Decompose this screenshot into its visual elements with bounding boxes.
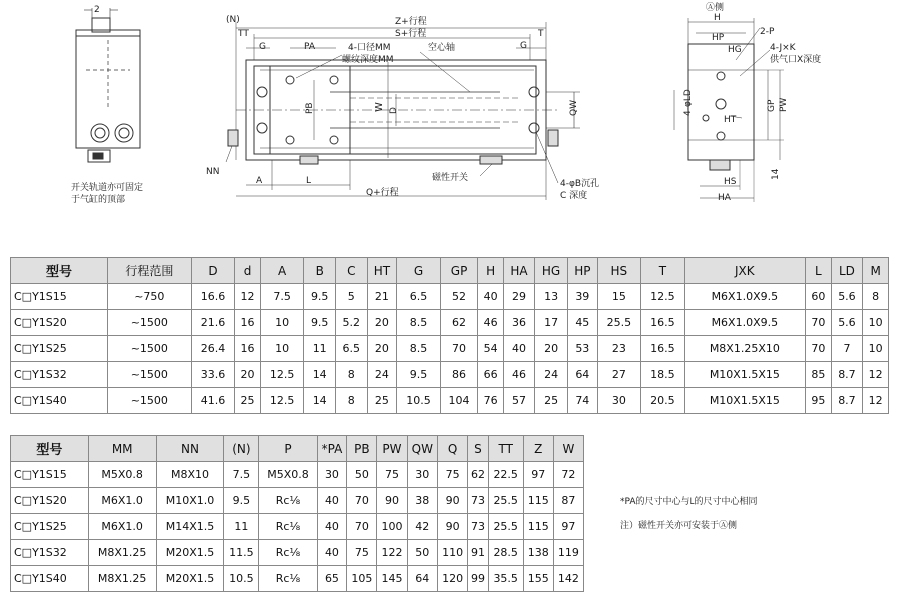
table2-header-row [11,436,584,462]
table-cell: 50 [407,540,438,566]
model-cell: C□Y1S40 [11,388,108,414]
label-jxk: 4-J×K [770,43,796,53]
table-cell: 122 [377,540,407,566]
table1-header-cell: d [235,258,261,284]
table-cell: 5.6 [831,310,863,336]
label-2p: 2-P [760,27,775,37]
table-cell: 25.5 [488,514,523,540]
table-row [11,388,889,414]
table-cell: 36 [503,310,534,336]
table-cell: 75 [377,462,407,488]
table-cell: 25 [535,388,568,414]
table-row [11,514,584,540]
table-cell: 20 [535,336,568,362]
label-supply-depth: 供气口X深度 [770,55,822,65]
table-row [11,362,889,388]
table-cell: 8.7 [831,388,863,414]
label-hs: HS [724,177,737,187]
table-cell: 12.5 [260,362,304,388]
label-hollow-shaft: 空心轴 [428,43,456,53]
table-cell: 50 [347,462,377,488]
left-caption-line2: 于气缸的顶部 [71,195,126,205]
label-hg: HG [728,45,742,55]
table1-header-cell: HP [568,258,597,284]
table2-header-cell: PB [347,436,377,462]
table-cell: 119 [553,540,583,566]
table-cell: 90 [377,488,407,514]
table-cell: 11 [224,514,259,540]
table-cell: 25 [367,388,397,414]
table-cell: 6.5 [335,336,367,362]
table1-header-cell: HA [503,258,534,284]
table-cell: 64 [407,566,438,592]
table-cell: 14 [304,362,336,388]
model-cell: C□Y1S20 [11,488,89,514]
table-cell: 30 [597,388,641,414]
label-gp: GP [767,99,777,112]
table-cell: 74 [568,388,597,414]
table-cell: M6X1.0 [88,514,156,540]
left-caption-line1: 开关轨道亦可固定 [71,183,144,193]
table-cell: 70 [347,514,377,540]
label-mag-switch: 磁性开关 [432,173,469,183]
label-h: H [714,13,721,23]
table-row [11,336,889,362]
table-cell: 115 [523,488,553,514]
table1-header-cell: A [260,258,304,284]
table-cell: 87 [553,488,583,514]
table-cell: M6X1.0X9.5 [684,310,805,336]
table2-header-cell: *PA [317,436,347,462]
table2-header-cell: NN [156,436,224,462]
table-cell: 40 [503,336,534,362]
table1-header-cell: C [335,258,367,284]
table-cell: 12 [863,362,889,388]
table2-body [11,462,584,592]
label-d: D [389,107,399,114]
table1-header-cell: 行程范围 [107,258,191,284]
table2-header-cell: QW [407,436,438,462]
table-row [11,540,584,566]
left-dim-2: 2 [94,5,100,15]
table-cell: 75 [438,462,468,488]
table-cell: 11 [304,336,336,362]
table-cell: 20 [367,336,397,362]
table-cell: 86 [440,362,478,388]
label-mm-hole: 4-口径MM [348,43,391,53]
table-cell: 6.5 [397,284,441,310]
table-cell: 38 [407,488,438,514]
table-cell: 29 [503,284,534,310]
table-cell: 9.5 [304,284,336,310]
table-cell: M20X1.5 [156,540,224,566]
table-cell: ~1500 [107,310,191,336]
table1-header-cell: H [478,258,504,284]
label-n: (N) [226,15,240,25]
table-cell: 115 [523,514,553,540]
table-cell: 21 [367,284,397,310]
table-cell: 10.5 [397,388,441,414]
table-cell: 62 [468,462,489,488]
table1-header-cell: JXK [684,258,805,284]
table-cell: M8X1.25X10 [684,336,805,362]
table2-header-cell: Z [523,436,553,462]
table-cell: 16.5 [641,336,685,362]
table1-header-row [11,258,889,284]
table-cell: 5.2 [335,310,367,336]
table-cell: M5X0.8 [259,462,317,488]
table-cell: 73 [468,488,489,514]
table-row [11,462,584,488]
table-cell: Rc⅛ [259,514,317,540]
table-cell: 17 [535,310,568,336]
table-cell: ~750 [107,284,191,310]
table-cell: 23 [597,336,641,362]
label-l: L [306,176,312,186]
table1-header-cell: L [806,258,832,284]
table-cell: 46 [503,362,534,388]
note-pa-center: *PA的尺寸中心与L的尺寸中心相同 [620,497,758,507]
table-cell: 142 [553,566,583,592]
table-cell: 8 [863,284,889,310]
table-cell: 24 [367,362,397,388]
label-g-left: G [259,42,266,52]
table-cell: M8X1.25 [88,540,156,566]
table-cell: 33.6 [191,362,235,388]
table-cell: 8.5 [397,310,441,336]
table-cell: Rc⅛ [259,488,317,514]
table2-header-cell: P [259,436,317,462]
label-ht: HT [724,115,737,125]
table-cell: 20 [235,362,261,388]
table-cell: 53 [568,336,597,362]
label-pb: PB [305,102,315,114]
table-row [11,284,889,310]
table-cell: 7.5 [224,462,259,488]
table-cell: 73 [468,514,489,540]
table-cell: 46 [478,310,504,336]
table-cell: 70 [806,310,832,336]
table-cell: 18.5 [641,362,685,388]
label-qw: QW [569,100,579,116]
table-cell: 60 [806,284,832,310]
left-end-view [76,8,140,162]
model-cell: C□Y1S40 [11,566,89,592]
note-switch-side: 注）磁性开关亦可安装于Ⓐ侧 [620,521,738,531]
label-ha: HA [718,193,731,203]
table-cell: 8.5 [397,336,441,362]
table-cell: ~1500 [107,362,191,388]
table-cell: 75 [347,540,377,566]
table-cell: 120 [438,566,468,592]
table-cell: 22.5 [488,462,523,488]
table-cell: 5.6 [831,284,863,310]
label-pa: PA [304,42,316,52]
table-cell: ~1500 [107,388,191,414]
table-cell: 104 [440,388,478,414]
table-cell: 64 [568,362,597,388]
table-cell: 26.4 [191,336,235,362]
table-cell: M14X1.5 [156,514,224,540]
table-cell: 24 [535,362,568,388]
table-cell: 10.5 [224,566,259,592]
table-cell: 52 [440,284,478,310]
table-cell: 7.5 [260,284,304,310]
table-cell: 25 [235,388,261,414]
table-row [11,488,584,514]
table-cell: 16 [235,336,261,362]
table-cell: M5X0.8 [88,462,156,488]
table-cell: 72 [553,462,583,488]
table-cell: 66 [478,362,504,388]
table-cell: 25.5 [597,310,641,336]
table-cell: 54 [478,336,504,362]
table-cell: 12.5 [260,388,304,414]
table-cell: 9.5 [304,310,336,336]
table-cell: M10X1.5X15 [684,362,805,388]
label-pw: PW [779,97,789,112]
table-cell: 12.5 [641,284,685,310]
table-cell: 13 [535,284,568,310]
table-cell: 57 [503,388,534,414]
table-cell: 7 [831,336,863,362]
table1-header-cell: GP [440,258,478,284]
table-cell: M6X1.0X9.5 [684,284,805,310]
table-cell: 97 [523,462,553,488]
table-cell: M10X1.5X15 [684,388,805,414]
table-cell: 40 [317,540,347,566]
table-cell: 100 [377,514,407,540]
table-cell: 27 [597,362,641,388]
table-cell: 99 [468,566,489,592]
technical-drawing [0,0,907,250]
table-cell: 12 [863,388,889,414]
table-row [11,310,889,336]
table-cell: 70 [806,336,832,362]
label-thread-depth: 螺纹深度MM [342,55,394,65]
table-cell: 15 [597,284,641,310]
label-ld: 4-φLD [683,89,693,116]
model-cell: C□Y1S32 [11,362,108,388]
table1-header-cell: T [641,258,685,284]
table2-header-cell: MM [88,436,156,462]
table-cell: 40 [478,284,504,310]
table1-header-cell: LD [831,258,863,284]
table-cell: 14 [304,388,336,414]
model-cell: C□Y1S20 [11,310,108,336]
table-cell: M8X10 [156,462,224,488]
model-cell: C□Y1S25 [11,514,89,540]
table1-header-cell: 型号 [11,258,108,284]
label-14: 14 [771,168,781,180]
table1-header-cell: HG [535,258,568,284]
label-a: A [256,176,263,186]
table-cell: 9.5 [224,488,259,514]
table-cell: 42 [407,514,438,540]
table-cell: 20.5 [641,388,685,414]
table-cell: 10 [863,336,889,362]
table-cell: 145 [377,566,407,592]
table-cell: 10 [260,310,304,336]
table-cell: 10 [260,336,304,362]
table2-header-cell: S [468,436,489,462]
table2-header-cell: 型号 [11,436,89,462]
label-nn: NN [206,167,220,177]
table1-header-cell: M [863,258,889,284]
table-cell: 76 [478,388,504,414]
table-cell: 28.5 [488,540,523,566]
table-cell: 12 [235,284,261,310]
label-q-stroke: Q+行程 [366,188,399,198]
label-t: T [538,29,544,39]
table-cell: 90 [438,488,468,514]
table-cell: M10X1.0 [156,488,224,514]
table-cell: 39 [568,284,597,310]
table-cell: 95 [806,388,832,414]
label-w: W [374,102,385,112]
table-cell: 11.5 [224,540,259,566]
table-cell: 21.6 [191,310,235,336]
model-cell: C□Y1S15 [11,284,108,310]
table-cell: 62 [440,310,478,336]
table-cell: 90 [438,514,468,540]
label-b-hole: 4-φB沉孔 [560,179,600,189]
table-cell: 8.7 [831,362,863,388]
table-cell: 16 [235,310,261,336]
table-cell: 40 [317,488,347,514]
table2-header-cell: W [553,436,583,462]
table-cell: 9.5 [397,362,441,388]
table-cell: 105 [347,566,377,592]
table1-header-cell: HS [597,258,641,284]
table1-header-cell: G [397,258,441,284]
table-cell: 97 [553,514,583,540]
table-cell: 35.5 [488,566,523,592]
table-cell: ~1500 [107,336,191,362]
table-cell: 65 [317,566,347,592]
table-row [11,566,584,592]
table2-header-cell: PW [377,436,407,462]
table1-body [11,284,889,414]
model-cell: C□Y1S32 [11,540,89,566]
table-cell: 8 [335,388,367,414]
label-c-depth: C 深度 [560,191,588,201]
table-cell: Rc⅛ [259,540,317,566]
table-cell: Rc⅛ [259,566,317,592]
table-cell: 30 [317,462,347,488]
label-a-side: Ⓐ侧 [706,3,725,13]
table-cell: 155 [523,566,553,592]
table-cell: 40 [317,514,347,540]
label-hp: HP [712,33,725,43]
table-cell: 70 [440,336,478,362]
table-cell: M6X1.0 [88,488,156,514]
table-cell: 91 [468,540,489,566]
dimension-table-2 [10,435,584,592]
table-cell: 25.5 [488,488,523,514]
label-g-right: G [520,41,527,51]
table2-header-cell: Q [438,436,468,462]
label-z-stroke: Z+行程 [395,17,427,27]
label-s-stroke: S+行程 [395,29,427,39]
table-cell: 16.6 [191,284,235,310]
table-cell: 10 [863,310,889,336]
table2-header-cell: TT [488,436,523,462]
table1-header-cell: HT [367,258,397,284]
table-cell: 138 [523,540,553,566]
model-cell: C□Y1S15 [11,462,89,488]
label-tt: TT [238,29,249,39]
table-cell: 20 [367,310,397,336]
table-cell: 45 [568,310,597,336]
table-cell: 16.5 [641,310,685,336]
table-cell: M8X1.25 [88,566,156,592]
table-cell: 70 [347,488,377,514]
table2-header-cell: (N) [224,436,259,462]
table-cell: 30 [407,462,438,488]
table-cell: 5 [335,284,367,310]
table1-header-cell: B [304,258,336,284]
table1-header-cell: D [191,258,235,284]
table-cell: 85 [806,362,832,388]
table-cell: 8 [335,362,367,388]
table-cell: M20X1.5 [156,566,224,592]
table-cell: 110 [438,540,468,566]
dimension-table-1 [10,257,889,414]
model-cell: C□Y1S25 [11,336,108,362]
table-cell: 41.6 [191,388,235,414]
